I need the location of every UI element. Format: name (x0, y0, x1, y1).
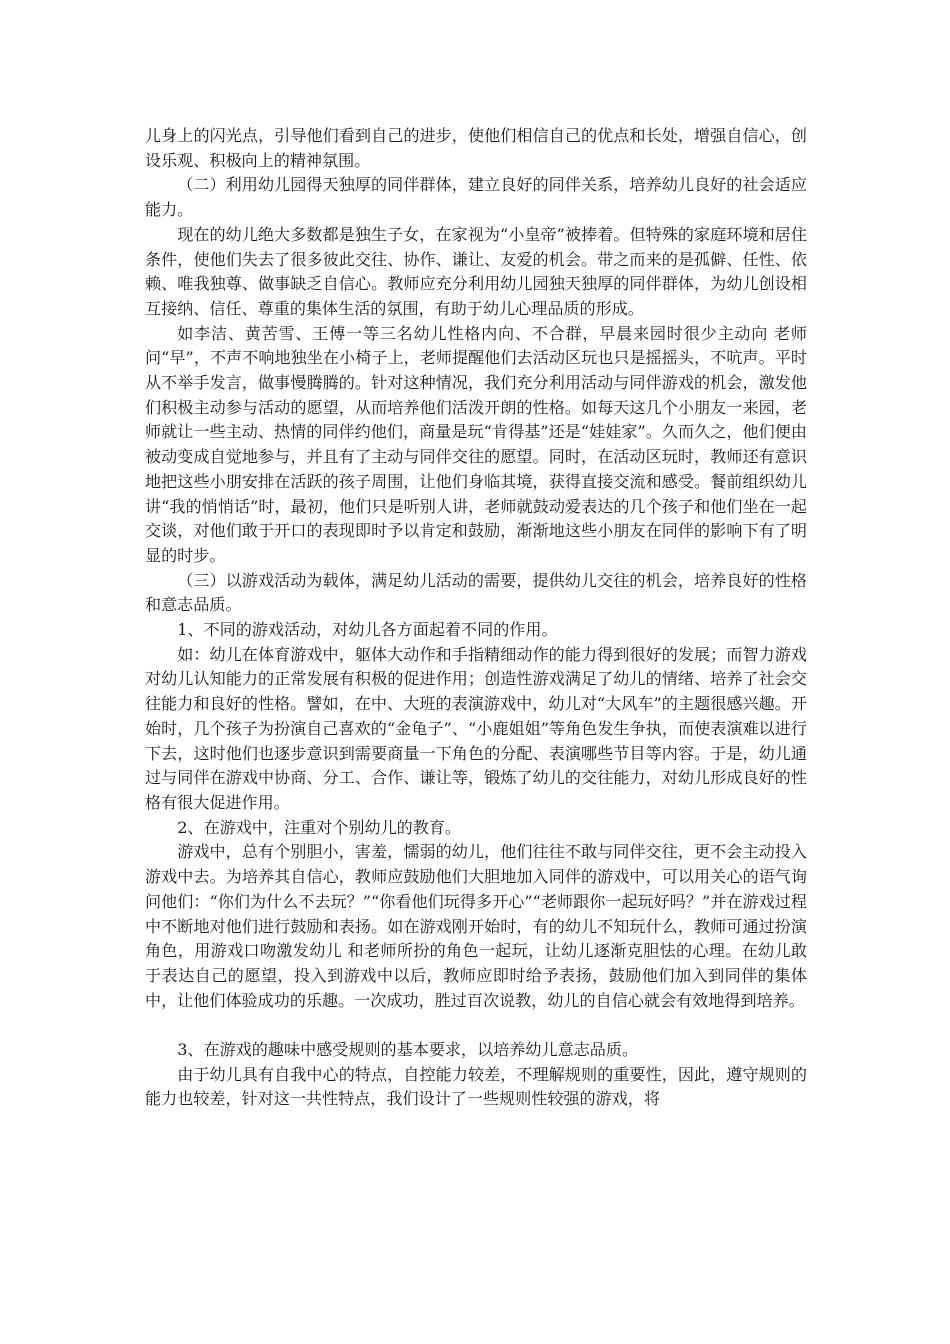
document-page (145, 124, 807, 1112)
paragraph-only-child: 现在的幼儿绝大多数都是独生子女，在家视为“小皇帝”被捧着。但特殊的家庭环境和居住条件，使他们失去了很多彼此交往、协作、谦让、友爱的机会。带之而来的是孤僻、任性、依赖、唯我独尊、做事缺乏自信心。教师应充分利用幼儿园独天独厚的同伴群体，为幼儿创设相互接纳、信任、尊重的集体生活的氛围，有助于幼儿心理品质的形成。 (145, 224, 807, 318)
subheading-2: 2、在游戏中，注重对个别幼儿的教育。 (177, 817, 462, 837)
blank-line (145, 1013, 807, 1038)
paragraph-individual-education: 游戏中，总有个别胆小，害羞，懦弱的幼儿，他们往往不敢与同伴交往，更不会主动投入游戏中去。为培养其自信心，教师应鼓励他们大胆地加入同伴的游戏中，可以用关心的语气询问他们：“你们为什么不去玩？”“你看他们玩得多开心”“老师跟你一起玩好吗？”并在游戏过程中不断地对他们进行鼓励和表扬。如在游戏刚开始时，有的幼儿不知玩什么，教师可通过扮演角色，用游戏口吻激发幼儿 和老师所扮的角色一起玩，让幼儿逐渐克胆怯的心理。在幼儿敢于表达自己的愿望，投入到游戏中以后，教师应即时给予表扬，鼓励他们加入到同伴的集体中，让他们体验成功的乐趣。一次成功，胜过百次说教，幼儿的自信心就会有效地得到培养。 (145, 842, 807, 1010)
paragraph-rules: 由于幼儿具有自我中心的特点，自控能力较差，不理解规则的重要性，因此，遵守规则的能力也较差，针对这一共性特点，我们设计了一些规则性较强的游戏，将 (145, 1064, 807, 1109)
paragraph-continuation: 儿身上的闪光点，引导他们看到自己的进步，使他们相信自己的优点和长处，增强自信心，创设乐观、积极向上的精神氛围。 (145, 126, 807, 170)
section-heading-3: （三）以游戏活动为载体，满足幼儿活动的需要，提供幼儿交往的机会，培养良好的性格和意志品质。 (145, 570, 807, 615)
section-heading-2: （二）利用幼儿园得天独厚的同伴群体，建立良好的同伴关系，培养幼儿良好的社会适应能力。 (145, 175, 807, 220)
subheading-1: 1、不同的游戏活动，对幼儿各方面起着不同的作用。 (177, 620, 558, 640)
subheading-3: 3、在游戏的趣味中感受规则的基本要求，以培养幼儿意志品质。 (177, 1040, 639, 1059)
paragraph-example-children: 如李洁、黄苦雪、王傅一等三名幼儿性格内向、不合群，早晨来园时很少主动向 老师问“早”，不声不响地独坐在小椅子上，老师提醒他们去活动区玩也只是摇摇头，不吭声。平时从不举手发言，做事慢腾腾的。针对这种情况，我们充分利用活动与同伴游戏的机会，激发他们积极主动参与活动的愿望，从而培养他们活泼开朗的性格。如每天这几个小朋友一来园，老师就让一些主动、热情的同伴约他们，商量是玩“肯得基”还是“娃娃家”。久而久之，他们便由被动变成自觉地参与，并且有了主动与同伴交往的愿望。同时，在活动区玩时，教师还有意识地把这些小朋安排在活跃的孩子周围，让他们身临其境，获得直接交流和感受。餐前组织幼儿讲“我的悄悄话”时，最初，他们只是听别人讲，老师就鼓动爱表达的几个孩子和他们坐在一起交谈，对他们敢于开口的表现即时予以肯定和鼓励，渐渐地这些小朋友在同伴的影响下有了明显的时步。 (145, 323, 807, 565)
paragraph-game-types: 如：幼儿在体育游戏中，躯体大动作和手指精细动作的能力得到很好的发展；而智力游戏对幼儿认知能力的正常发展有积极的促进作用；创造性游戏满足了幼儿的情绪、培养了社会交往能力和良好的性格。譬如，在中、大班的表演游戏中，幼儿对“大风车”的主题很感兴趣。开始时，几个孩子为扮演自己喜欢的“金龟子”、“小鹿姐姐”等角色发生争执，而使表演难以进行下去，这时他们也逐步意识到需要商量一下角色的分配、表演哪些节目等内容。于是，幼儿通过与同伴在游戏中协商、分工、合作、谦让等，锻炼了幼儿的交往能力，对幼儿形成良好的性格有很大促进作用。 (145, 644, 807, 812)
